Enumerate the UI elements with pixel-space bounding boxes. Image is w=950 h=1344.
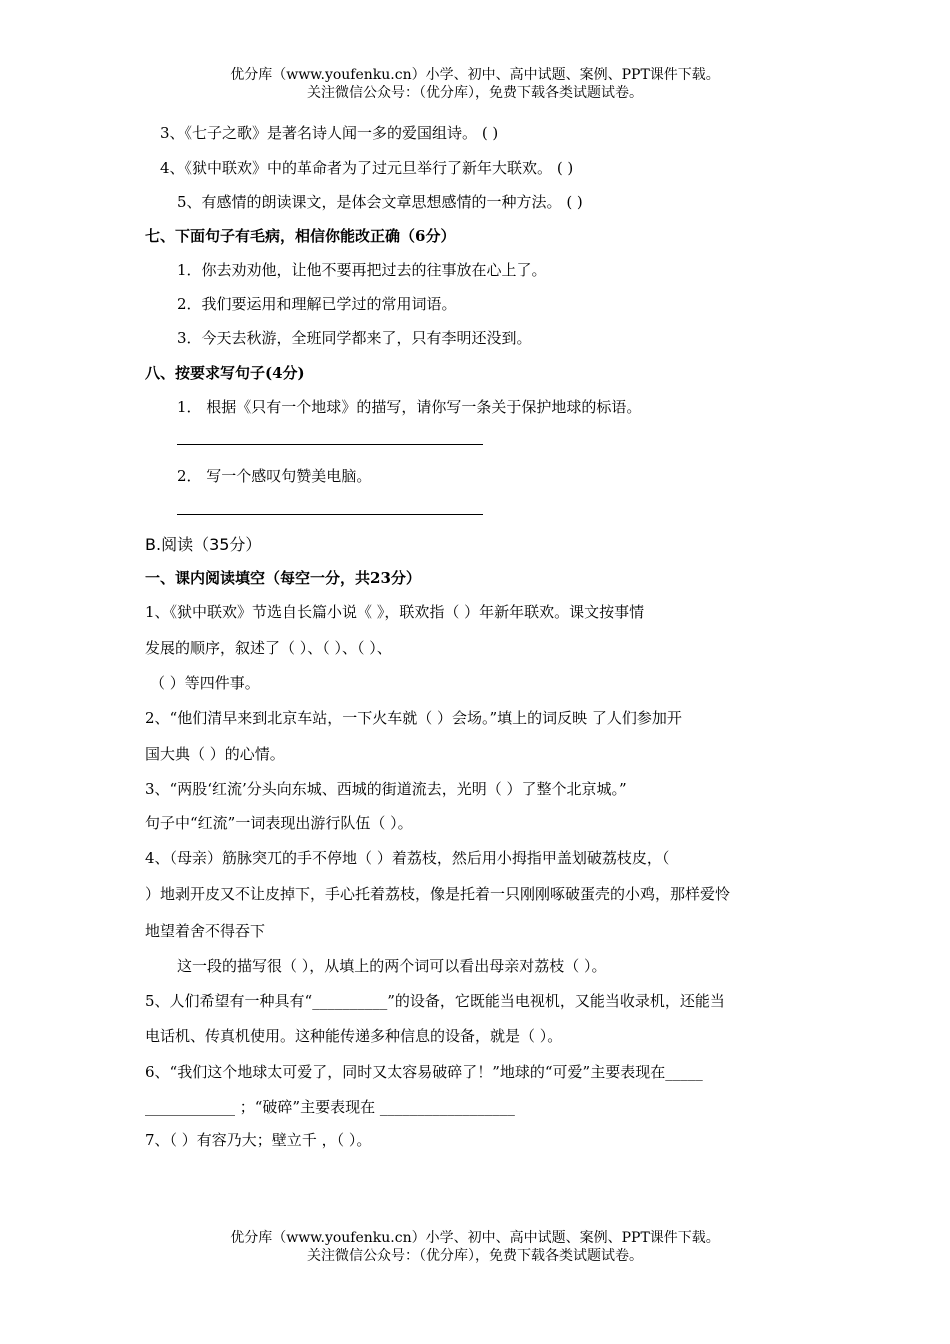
reading-line: ）地剥开皮又不让皮掉下，手心托着荔枝，像是托着一只刚刚啄破蛋壳的小鸡，那样爱怜 [145, 885, 731, 903]
answer-line-1[interactable] [177, 444, 483, 445]
reading-line: 5、人们希望有一种具有“__________”的设备，它既能当电视机，又能当收录机，还能当 [145, 992, 725, 1010]
reading-line: 这一段的描写很（ ），从填上的两个词可以看出母亲对荔枝（ ）。 [177, 957, 607, 975]
reading-line: 1、《狱中联欢》节选自长篇小说《 》，联欢指（ ）年新年联欢。课文按事情 [145, 603, 645, 621]
section-7-title: 七、下面句子有毛病，相信你能改正确（6分） [145, 227, 456, 245]
answer-line-2[interactable] [177, 514, 483, 515]
reading-line: ____________ ；“破碎”主要表现在 __________________ [145, 1098, 515, 1116]
write-item-2: 2． 写一个感叹句赞美电脑。 [177, 467, 372, 485]
section-8-title: 八、按要求写句子(4分) [145, 364, 305, 382]
header-line-1: 优分库（www.youfenku.cn）小学、初中、高中试题、案例、PPT课件下载。 [230, 67, 720, 83]
page-footer [0, 1229, 950, 1265]
judge-item-4: 4、《狱中联欢》中的革命者为了过元旦举行了新年大联欢。 ( ) [160, 159, 574, 177]
reading-line: 地望着舍不得吞下 [145, 922, 266, 940]
footer-line-2: 关注微信公众号：（优分库），免费下载各类试题试卷。 [307, 1248, 643, 1264]
reading-line: （ ）等四件事。 [150, 674, 260, 692]
header-line-2: 关注微信公众号：（优分库），免费下载各类试题试卷。 [307, 85, 643, 101]
reading-line: 发展的顺序，叙述了（ ）、（ ）、（ ）、 [145, 639, 392, 657]
reading-line: 6、“我们这个地球太可爱了，同时又太容易破碎了！”地球的“可爱”主要表现在_____ [145, 1063, 703, 1081]
reading-line: 7、（ ）有容乃大；壁立千 ，（ ）。 [145, 1131, 372, 1149]
judge-item-3: 3、《七子之歌》是著名诗人闻一多的爱国组诗。 ( ) [160, 124, 499, 142]
reading-line: 2、“他们清早来到北京车站，一下火车就（ ）会场。”填上的词反映 了人们参加开 [145, 709, 682, 727]
reading-line: 句子中“红流”一词表现出游行队伍（ ）。 [145, 814, 413, 832]
reading-section-1-title: 一、课内阅读填空（每空一分，共23分） [145, 569, 421, 587]
reading-line: 4、（母亲）筋脉突兀的手不停地（ ）着荔枝，然后用小拇指甲盖划破荔枝皮，（ [145, 849, 670, 867]
page-header [0, 66, 950, 102]
part-b-title: B.阅读（35分） [145, 535, 262, 554]
correction-item-3: 3．今天去秋游，全班同学都来了，只有李明还没到。 [177, 329, 532, 347]
judge-item-5: 5、有感情的朗读课文，是体会文章思想感情的一种方法。 ( ) [177, 193, 583, 211]
correction-item-1: 1．你去劝劝他，让他不要再把过去的往事放在心上了。 [177, 261, 547, 279]
write-item-1: 1． 根据《只有一个地球》的描写，请你写一条关于保护地球的标语。 [177, 398, 642, 416]
footer-line-1: 优分库（www.youfenku.cn）小学、初中、高中试题、案例、PPT课件下载。 [230, 1230, 720, 1246]
reading-line: 国大典（ ）的心情。 [145, 745, 285, 763]
reading-line: 3、“两股‘红流’分头向东城、西城的街道流去，光明（ ）了整个北京城。” [145, 780, 627, 798]
correction-item-2: 2．我们要运用和理解已学过的常用词语。 [177, 295, 457, 313]
reading-line: 电话机、传真机使用。这种能传递多种信息的设备，就是（ ）。 [145, 1027, 563, 1045]
